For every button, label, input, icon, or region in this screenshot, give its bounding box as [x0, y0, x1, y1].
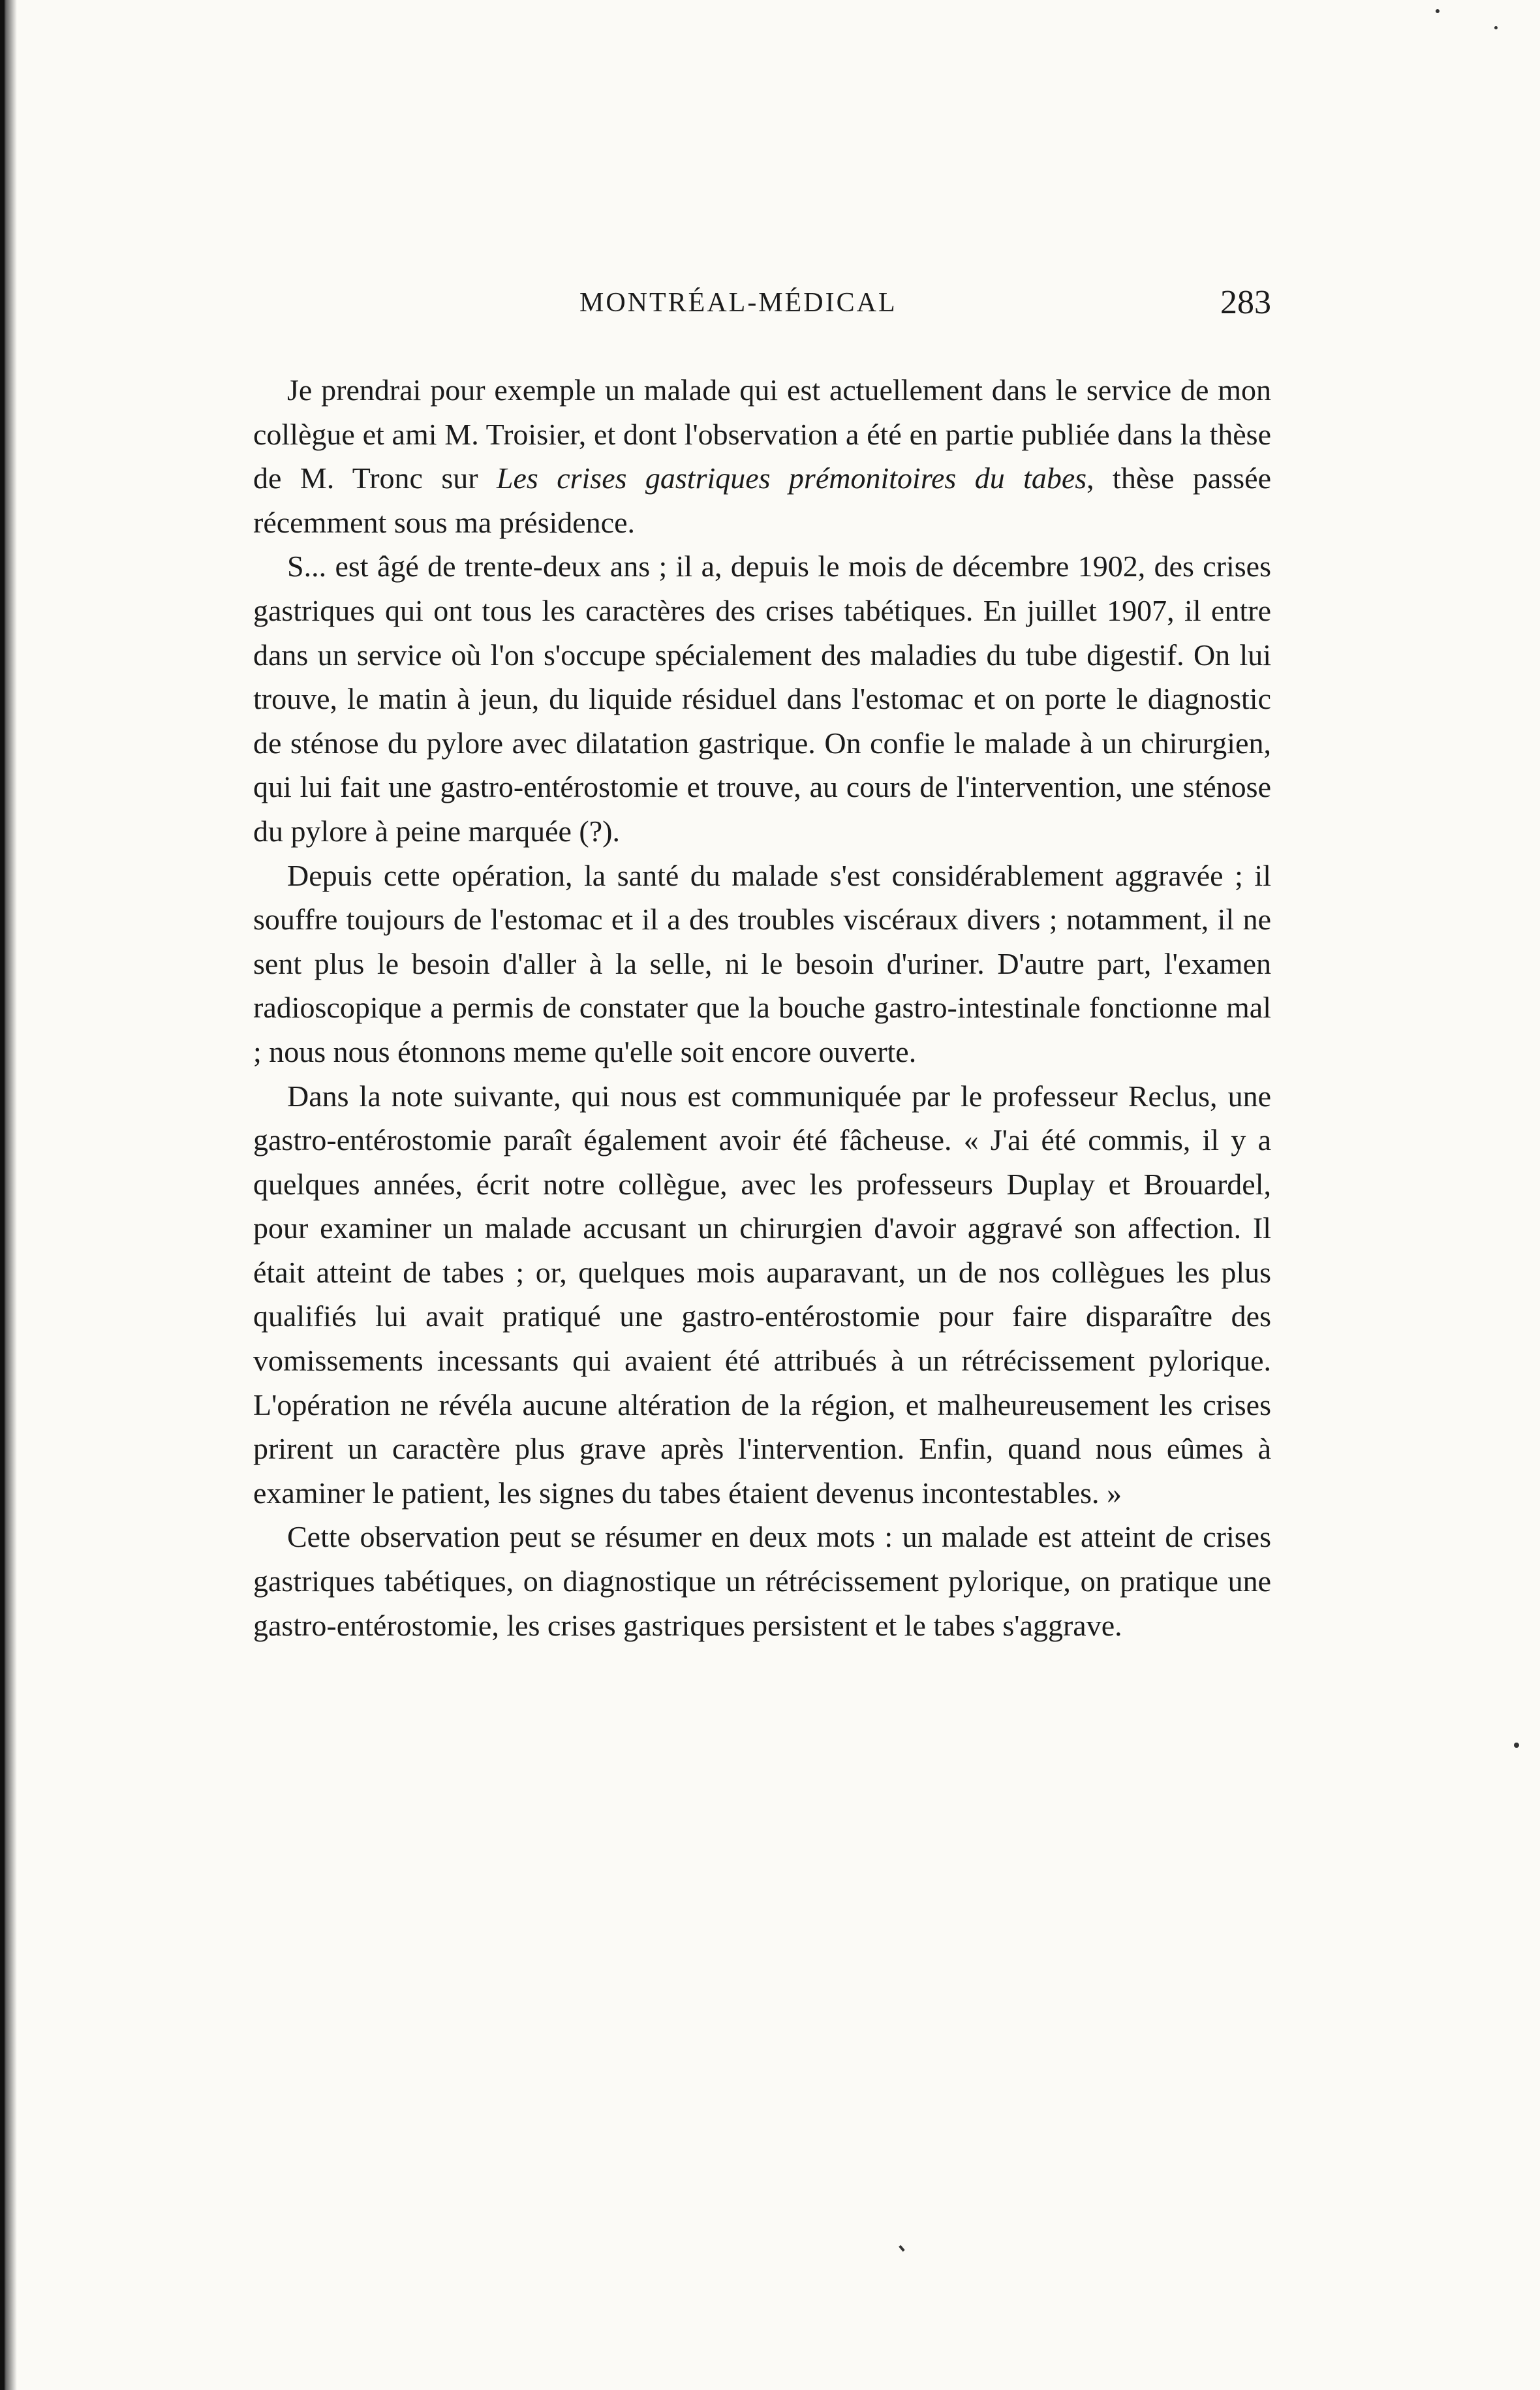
paragraph-5: Cette observation peut se résumer en deux mots : un malade est atteint de crises gastriques tabétiques, on diagnostique un rétrécissement pylorique, on pratique une gastro-entérostomie, les crises gastriques persistent et le tabes s'aggrave. [253, 1520, 1271, 1642]
page-header [253, 284, 1271, 333]
paragraph-1-text-b: , thèse passée récemment sous ma présidence. [253, 461, 1271, 539]
page-number: 283 [1220, 284, 1271, 321]
paragraph-2: S... est âgé de trente-deux ans ; il a, depuis le mois de décembre 1902, des crises gastriques qui ont tous les caractères des crises tabétiques. En juillet 1907, il entre dans un service où l'on s'occupe spécialement des maladies du tube digestif. On lui trouve, le matin à jeun, du liquide résiduel dans l'estomac et on porte le diagnostic de sténose du pylore avec dilatation gastrique. On confie le malade à un chirurgien, qui lui fait une gastro-entérostomie et trouve, au cours de l'intervention, une sténose du pylore à peine marquée (?). [253, 550, 1271, 848]
scan-speck [1514, 1743, 1519, 1748]
paragraph-4: Dans la note suivante, qui nous est communiquée par le professeur Reclus, une gastro-entérostomie paraît également avoir été fâcheuse. « J'ai été commis, il y a quelques années, écrit notre collègue, avec les professeurs Duplay et Brouardel, pour examiner un malade accusant un chirurgien d'avoir aggravé son affection. Il était atteint de tabes ; or, quelques mois auparavant, un de nos collègues les plus qualifiés lui avait pratiqué une gastro-entérostomie pour faire disparaître des vomissements incessants qui avaient été attribués à un rétrécissement pylorique. L'opération ne révéla aucune altération de la région, et malheureusement les crises prirent un caractère plus grave après l'intervention. Enfin, quand nous eûmes à examiner le patient, les signes du tabes étaient devenus incontestables. » [253, 1079, 1271, 1510]
thesis-title: Les crises gastriques prémonitoires du tabes [496, 461, 1087, 495]
paragraph-1 [253, 368, 1271, 544]
scan-speck [1436, 9, 1440, 13]
running-head: MONTRÉAL-MÉDICAL [579, 288, 897, 318]
scan-speck [1494, 26, 1498, 29]
document-page [253, 284, 1271, 1647]
scan-speck [899, 2245, 904, 2252]
paragraph-3: Depuis cette opération, la santé du malade s'est considérablement aggravée ; il souffre toujours de l'estomac et il a des troubles viscéraux divers ; notamment, il ne sent plus le besoin d'aller à la selle, ni le besoin d'uriner. D'autre part, l'examen radioscopique a permis de constater que la bouche gastro-intestinale fonctionne mal ; nous nous étonnons meme qu'elle soit encore ouverte. [253, 858, 1271, 1068]
paragraph-1-text-a: Je prendrai pour exemple un malade qui est actuellement dans le service de mon collègue et ami M. Troisier, et dont l'observation a été en partie publiée dans la thèse de M. Tronc sur [253, 373, 1271, 495]
scan-edge-shadow [0, 0, 17, 2390]
